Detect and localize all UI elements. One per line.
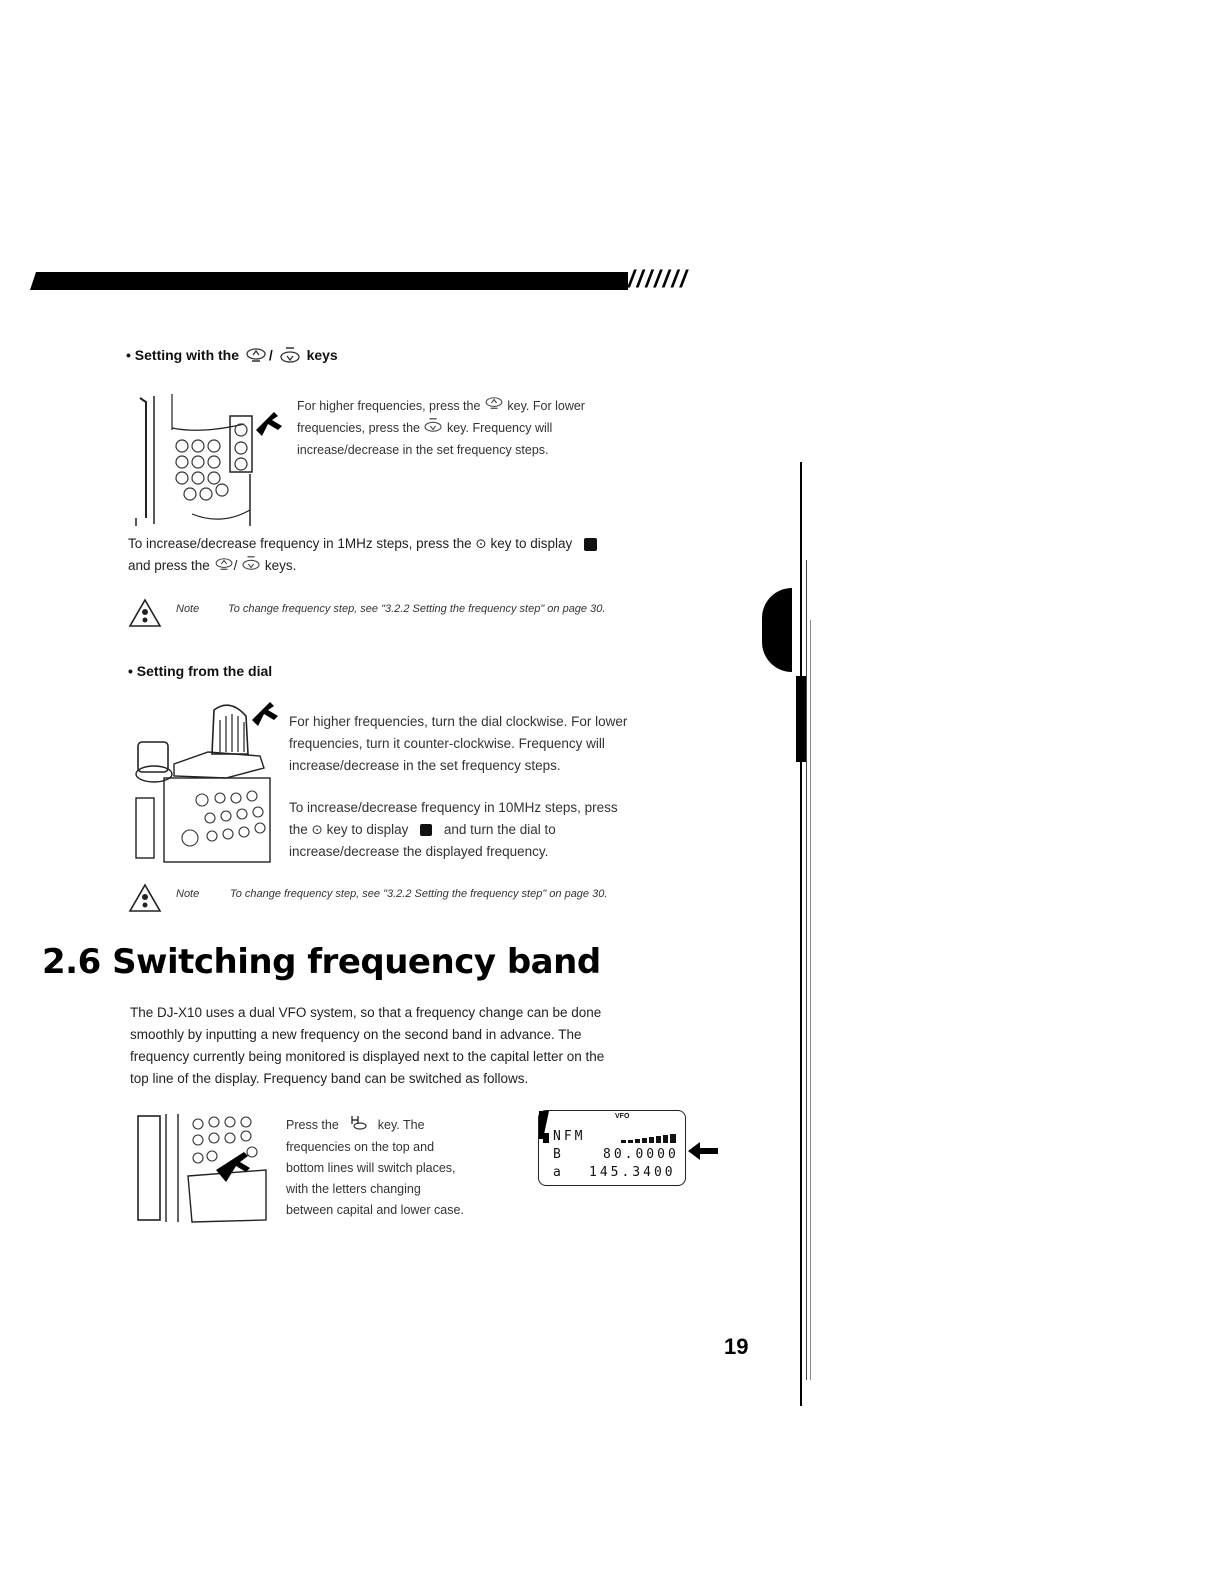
page-number: 19 bbox=[724, 1334, 749, 1359]
keys-desc-line-3: increase/decrease in the set frequency steps. bbox=[297, 443, 549, 458]
note-label-2: Note bbox=[176, 888, 200, 900]
up-key-icon bbox=[484, 396, 504, 417]
lcd-row-a-letter: a bbox=[553, 1165, 564, 1180]
warning-icon bbox=[128, 598, 162, 633]
down-key-icon bbox=[241, 555, 261, 578]
section-title: 2.6 Switching frequency band bbox=[42, 942, 601, 982]
subhead-keys: • Setting with the / keys bbox=[126, 346, 338, 367]
keys-description bbox=[297, 396, 697, 461]
band-intro: The DJ-X10 uses a dual VFO system, so that a frequency change can be done smoothly by inputting a new frequency on the second band in advance. The frequency currently being monitored is displayed next to the capital letter on the top line of the display. Frequency band can be switched as follows. bbox=[130, 1005, 605, 1086]
lcd-row-b-letter: B bbox=[553, 1147, 564, 1162]
mhz-line-1: To increase/decrease frequency in 1MHz steps, press the ⊙ key to display bbox=[128, 533, 718, 555]
lcd-vfo-label: VFO bbox=[615, 1113, 630, 1120]
mhz-steps-paragraph bbox=[128, 533, 718, 578]
keys-desc-line-2: frequencies, press the key. Frequency will bbox=[297, 417, 697, 440]
radio-dial-illustration bbox=[134, 698, 284, 869]
subhead-keys-pre: • Setting with the bbox=[126, 347, 240, 364]
lcd-row-a-freq: 145.3400 bbox=[589, 1165, 676, 1180]
lcd-display bbox=[538, 1110, 686, 1186]
lcd-mode: NFM bbox=[553, 1129, 586, 1144]
band-key-icon bbox=[348, 1114, 368, 1137]
lcd-mode-marker bbox=[543, 1133, 549, 1143]
dial-paragraph-1: For higher frequencies, turn the dial clockwise. For lower frequencies, turn it counter-clockwise. Frequency will increase/decrease in the set frequency steps. bbox=[289, 714, 628, 773]
dial-paragraph-2: To increase/decrease frequency in 10MHz steps, press the ⊙ key to display and turn the dial to increase/decrease the displayed frequency. bbox=[289, 800, 618, 859]
mhz-indicator-icon bbox=[584, 538, 597, 551]
band-press-text: Press the key. The frequencies on the top and bottom lines will switch places, with the letters changing between capital and lower case. bbox=[286, 1114, 526, 1221]
note-label-1: Note bbox=[176, 603, 200, 615]
radio-band-illustration bbox=[136, 1112, 272, 1229]
mhz-line-2: and press the / keys. bbox=[128, 555, 718, 578]
binding-line-1 bbox=[800, 462, 802, 1406]
binding-line-3 bbox=[810, 620, 811, 1380]
binding-line-2 bbox=[806, 560, 807, 1380]
note-text-2: To change frequency step, see "3.2.2 Setting the frequency step" on page 30. bbox=[230, 888, 608, 900]
note-text-1: To change frequency step, see "3.2.2 Setting the frequency step" on page 30. bbox=[228, 603, 606, 615]
warning-icon bbox=[128, 883, 162, 918]
subhead-keys-post: keys bbox=[306, 347, 338, 364]
radio-keypad-illustration bbox=[132, 394, 292, 531]
down-key-icon bbox=[423, 417, 443, 440]
subhead-dial: • Setting from the dial bbox=[128, 663, 273, 679]
thumb-tab-mark bbox=[762, 588, 792, 672]
down-key-icon bbox=[279, 346, 301, 367]
up-key-icon bbox=[214, 556, 234, 578]
pointer-arrow-icon bbox=[688, 1142, 720, 1165]
mhz-indicator-icon bbox=[420, 824, 432, 836]
header-bar bbox=[30, 272, 628, 290]
header-hatch: /////// bbox=[628, 266, 689, 293]
lcd-row-b-freq: 80.0000 bbox=[603, 1147, 679, 1162]
keys-desc-line-1: For higher frequencies, press the key. For lower bbox=[297, 396, 697, 417]
up-key-icon bbox=[245, 347, 267, 366]
